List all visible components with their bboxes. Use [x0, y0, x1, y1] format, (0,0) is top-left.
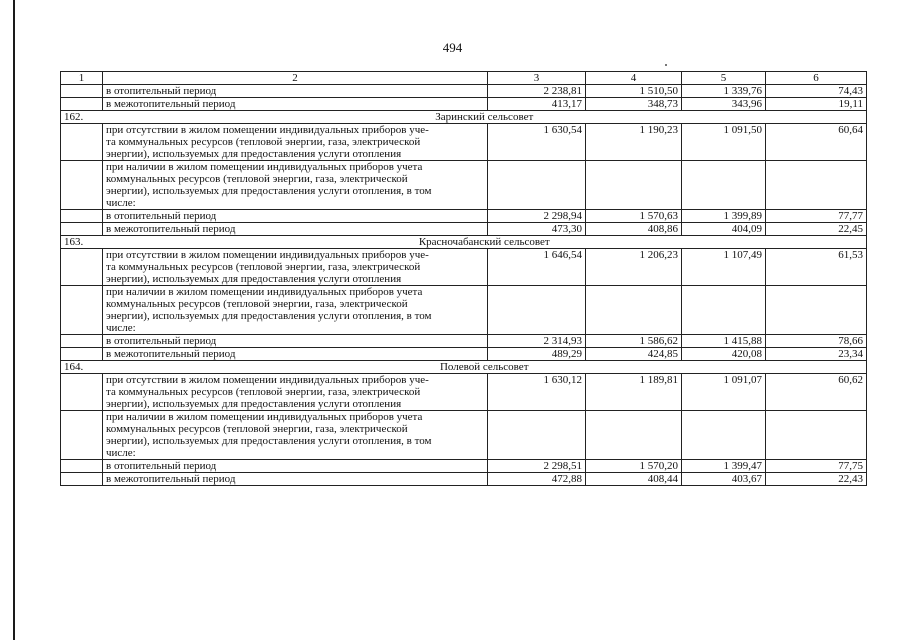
- index-cell: [61, 374, 103, 411]
- description-line: энергии), используемых для предоставления услуги отопления, в том: [106, 310, 432, 322]
- index-cell: [61, 85, 103, 98]
- scan-speck: [665, 64, 667, 66]
- description-cell: [103, 249, 488, 286]
- index-cell: [61, 223, 103, 236]
- value-cell: [682, 286, 766, 335]
- description-cell: в межотопительный период: [103, 348, 488, 361]
- value-cell: [766, 411, 867, 460]
- index-cell: [61, 411, 103, 460]
- column-header: 4: [586, 72, 682, 85]
- value-cell: 78,66: [766, 335, 867, 348]
- value-cell: [488, 161, 586, 210]
- description-line: при наличии в жилом помещении индивидуальных приборов учета: [106, 161, 423, 173]
- value-cell: 1 586,62: [586, 335, 682, 348]
- table-row: [61, 411, 867, 460]
- value-cell: 1 107,49: [682, 249, 766, 286]
- value-cell: 1 399,47: [682, 460, 766, 473]
- description-cell: в отопительный период: [103, 85, 488, 98]
- description-line: при наличии в жилом помещении индивидуальных приборов учета: [106, 411, 423, 423]
- value-cell: 1 510,50: [586, 85, 682, 98]
- index-cell: [61, 161, 103, 210]
- table-row: [61, 223, 867, 236]
- description-line: при наличии в жилом помещении индивидуальных приборов учета: [106, 286, 423, 298]
- value-cell: 2 238,81: [488, 85, 586, 98]
- value-cell: [682, 161, 766, 210]
- description-cell: [103, 124, 488, 161]
- table-row: [61, 98, 867, 111]
- value-cell: 61,53: [766, 249, 867, 286]
- description-line: коммунальных ресурсов (тепловой энергии, газа, электрической: [106, 173, 408, 185]
- index-cell: [61, 286, 103, 335]
- value-cell: 1 415,88: [682, 335, 766, 348]
- section-header-row: [61, 236, 867, 249]
- table-row: [61, 124, 867, 161]
- value-cell: [488, 411, 586, 460]
- value-cell: 1 646,54: [488, 249, 586, 286]
- table-row: [61, 286, 867, 335]
- value-cell: 408,86: [586, 223, 682, 236]
- table-row: [61, 348, 867, 361]
- value-cell: 60,64: [766, 124, 867, 161]
- description-line: та коммунальных ресурсов (тепловой энергии, газа, электрической: [106, 136, 421, 148]
- value-cell: 1 190,23: [586, 124, 682, 161]
- description-line: числе:: [106, 447, 136, 459]
- value-cell: 489,29: [488, 348, 586, 361]
- column-header: 5: [682, 72, 766, 85]
- description-cell: [103, 374, 488, 411]
- description-line: та коммунальных ресурсов (тепловой энергии, газа, электрической: [106, 261, 421, 273]
- description-line: при отсутствии в жилом помещении индивидуальных приборов уче-: [106, 249, 429, 261]
- column-header: 3: [488, 72, 586, 85]
- value-cell: 348,73: [586, 98, 682, 111]
- index-cell: [61, 210, 103, 223]
- description-line: энергии), используемых для предоставления услуги отопления: [106, 273, 402, 285]
- value-cell: [586, 286, 682, 335]
- description-cell: в межотопительный период: [103, 98, 488, 111]
- description-cell: [103, 411, 488, 460]
- table-row: [61, 161, 867, 210]
- value-cell: 1 091,07: [682, 374, 766, 411]
- table-row: [61, 374, 867, 411]
- index-cell: [61, 98, 103, 111]
- section-index: 162.: [61, 111, 103, 124]
- value-cell: 23,34: [766, 348, 867, 361]
- description-line: при отсутствии в жилом помещении индивидуальных приборов уче-: [106, 124, 429, 136]
- value-cell: [766, 161, 867, 210]
- section-header-row: [61, 111, 867, 124]
- value-cell: 408,44: [586, 473, 682, 486]
- value-cell: 19,11: [766, 98, 867, 111]
- index-cell: [61, 348, 103, 361]
- description-line: числе:: [106, 197, 136, 209]
- value-cell: 1 399,89: [682, 210, 766, 223]
- value-cell: 1 189,81: [586, 374, 682, 411]
- value-cell: 1 570,63: [586, 210, 682, 223]
- section-name: Полевой сельсовет: [103, 361, 867, 374]
- description-line: та коммунальных ресурсов (тепловой энергии, газа, электрической: [106, 386, 421, 398]
- value-cell: 343,96: [682, 98, 766, 111]
- description-cell: в межотопительный период: [103, 223, 488, 236]
- description-line: при отсутствии в жилом помещении индивидуальных приборов уче-: [106, 374, 429, 386]
- description-line: энергии), используемых для предоставления услуги отопления, в том: [106, 435, 432, 447]
- scan-edge-line: [13, 0, 15, 640]
- value-cell: 60,62: [766, 374, 867, 411]
- description-cell: в отопительный период: [103, 460, 488, 473]
- value-cell: 1 206,23: [586, 249, 682, 286]
- index-cell: [61, 249, 103, 286]
- value-cell: 22,43: [766, 473, 867, 486]
- index-cell: [61, 335, 103, 348]
- section-index: 163.: [61, 236, 103, 249]
- value-cell: 1 630,12: [488, 374, 586, 411]
- value-cell: 413,17: [488, 98, 586, 111]
- description-line: энергии), используемых для предоставления услуги отопления: [106, 148, 402, 160]
- value-cell: 420,08: [682, 348, 766, 361]
- value-cell: 77,77: [766, 210, 867, 223]
- description-cell: [103, 161, 488, 210]
- value-cell: 473,30: [488, 223, 586, 236]
- column-header: 2: [103, 72, 488, 85]
- value-cell: 404,09: [682, 223, 766, 236]
- value-cell: 424,85: [586, 348, 682, 361]
- value-cell: 22,45: [766, 223, 867, 236]
- description-line: коммунальных ресурсов (тепловой энергии, газа, электрической: [106, 423, 408, 435]
- value-cell: 77,75: [766, 460, 867, 473]
- table-row: [61, 335, 867, 348]
- table-row: [61, 210, 867, 223]
- description-line: энергии), используемых для предоставления услуги отопления, в том: [106, 185, 432, 197]
- value-cell: 2 314,93: [488, 335, 586, 348]
- value-cell: 1 339,76: [682, 85, 766, 98]
- table-row: [61, 249, 867, 286]
- description-line: числе:: [106, 322, 136, 334]
- section-header-row: [61, 361, 867, 374]
- page-number: 494: [442, 40, 463, 55]
- value-cell: 1 630,54: [488, 124, 586, 161]
- value-cell: [586, 411, 682, 460]
- description-cell: в отопительный период: [103, 335, 488, 348]
- value-cell: [586, 161, 682, 210]
- index-cell: [61, 124, 103, 161]
- value-cell: 1 570,20: [586, 460, 682, 473]
- value-cell: 403,67: [682, 473, 766, 486]
- value-cell: 2 298,51: [488, 460, 586, 473]
- column-header: 6: [766, 72, 867, 85]
- table-row: [61, 460, 867, 473]
- value-cell: 1 091,50: [682, 124, 766, 161]
- value-cell: 472,88: [488, 473, 586, 486]
- section-name: Красночабанский сельсовет: [103, 236, 867, 249]
- column-header-row: [61, 72, 867, 85]
- table-row: [61, 473, 867, 486]
- section-name: Заринский сельсовет: [103, 111, 867, 124]
- description-line: энергии), используемых для предоставления услуги отопления: [106, 398, 402, 410]
- description-line: коммунальных ресурсов (тепловой энергии, газа, электрической: [106, 298, 408, 310]
- section-index: 164.: [61, 361, 103, 374]
- value-cell: [682, 411, 766, 460]
- index-cell: [61, 473, 103, 486]
- table-row: [61, 85, 867, 98]
- value-cell: [766, 286, 867, 335]
- tariff-table: [60, 71, 867, 486]
- index-cell: [61, 460, 103, 473]
- column-header: 1: [61, 72, 103, 85]
- description-cell: [103, 286, 488, 335]
- value-cell: [488, 286, 586, 335]
- description-cell: в отопительный период: [103, 210, 488, 223]
- description-cell: в межотопительный период: [103, 473, 488, 486]
- value-cell: 2 298,94: [488, 210, 586, 223]
- value-cell: 74,43: [766, 85, 867, 98]
